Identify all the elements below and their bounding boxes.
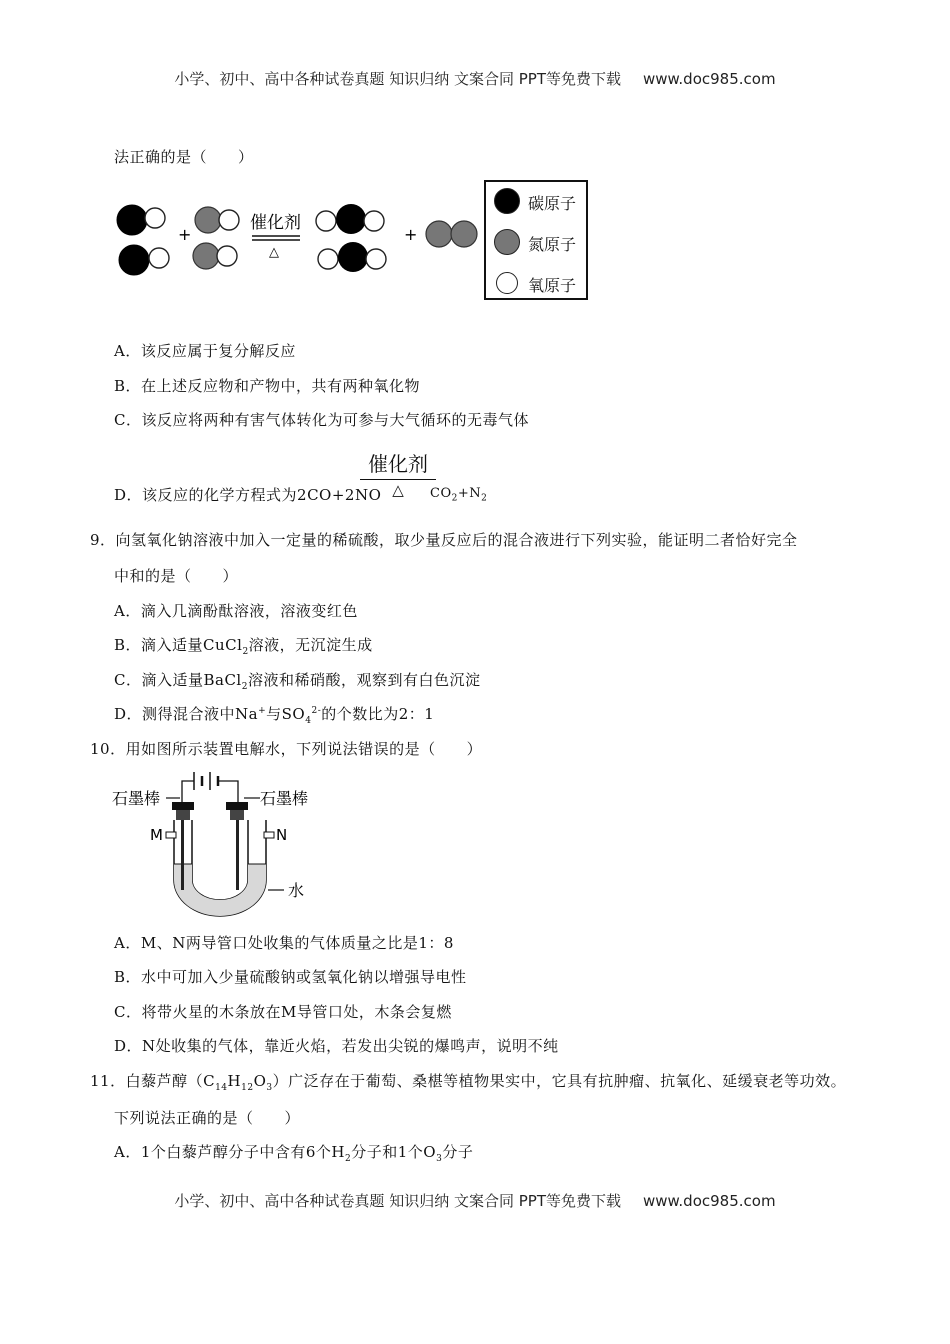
q11-stem-line1: 11．白藜芦醇$(C_{14}H_{12}O_3)$广泛存在于葡萄、桑椹等植物果实中，它具有抗肿瘤、抗氧化、延缓衰老等功效。: [90, 1072, 847, 1093]
oxygen-atom-icon: [496, 272, 518, 294]
q8-option-d-text: D．该反应的化学方程式为2CO+2NO: [114, 486, 382, 504]
q8-option-b[interactable]: B．在上述反应物和产物中，共有两种氧化物: [114, 377, 421, 395]
q9-stem-line2: 中和的是（ ）: [114, 567, 239, 585]
q8-option-d[interactable]: [114, 484, 381, 505]
legend-carbon-label: 碳原子: [528, 194, 577, 213]
no-molecule: [195, 207, 239, 233]
q8-option-a[interactable]: A．该反应属于复分解反应: [114, 342, 296, 360]
nitrogen-atom-icon: [494, 229, 520, 255]
left-electrode-label: 石墨棒: [112, 789, 161, 808]
co2-molecule: [316, 204, 384, 234]
q11-stem-line2: 下列说法正确的是（ ）: [114, 1109, 301, 1127]
catalyst-label: 催化剂: [250, 213, 301, 233]
q9-option-c[interactable]: C．滴入适量BaCl$_2$溶液和稀硝酸，观察到有白色沉淀: [114, 671, 481, 692]
q9-option-a[interactable]: A．滴入几滴酚酞溶液，溶液变红色: [114, 602, 358, 620]
outlet-m-label: M: [150, 826, 163, 844]
legend-nitrogen: [492, 227, 588, 257]
atom-legend: [484, 180, 588, 300]
equation-catalyst: 催化剂: [368, 452, 428, 476]
plus-sign-1: +: [178, 225, 192, 244]
q9-option-d[interactable]: D．测得混合液中Na+与$SO_4^{2-}$的个数比为2：1: [114, 705, 435, 726]
co2-molecule: [318, 242, 386, 272]
q10-option-c[interactable]: C．将带火星的木条放在M导管口处，木条会复燃: [114, 1003, 452, 1021]
no-molecule: [193, 243, 237, 269]
q9-stem-line1: 9．向氢氧化钠溶液中加入一定量的稀硫酸，取少量反应后的混合液进行下列实验，能证明二者恰好完全: [90, 531, 798, 549]
water-label: 水: [288, 881, 305, 900]
q8-option-c[interactable]: C．该反应将两种有害气体转化为可参与大气循环的无毒气体: [114, 411, 529, 429]
q10-stem: 10．用如图所示装置电解水，下列说法错误的是（ ）: [90, 740, 483, 758]
reaction-diagram: [108, 196, 488, 280]
heat-symbol: △: [269, 245, 279, 260]
q10-option-b[interactable]: B．水中可加入少量硫酸钠或氢氧化钠以增强导电性: [114, 968, 467, 986]
n2-molecule: [426, 221, 477, 247]
q11-option-a[interactable]: A．1个白藜芦醇分子中含有6个$H_2$分子和1个$O_3$分子: [114, 1143, 474, 1164]
q10-option-a[interactable]: A．M、N两导管口处收集的气体质量之比是1：8: [114, 934, 454, 952]
q9-option-b[interactable]: B．滴入适量CuCl$_2$溶液，无沉淀生成: [114, 636, 373, 657]
legend-oxygen: [492, 268, 588, 298]
carbon-atom-icon: [494, 188, 520, 214]
header-site[interactable]: www.doc985.com: [642, 70, 776, 88]
q10-option-d[interactable]: D．N处收集的气体，靠近火焰，若发出尖锐的爆鸣声，说明不纯: [114, 1037, 559, 1055]
equation-heat: △: [392, 481, 404, 499]
header-text: 小学、初中、高中各种试卷真题 知识归纳 文案合同 PPT等免费下载: [174, 70, 621, 88]
page-footer: [0, 1190, 950, 1211]
q8-option-d-products: $CO_2+N_2$: [430, 486, 488, 504]
co-molecule: [119, 245, 169, 275]
co-molecule: [117, 205, 165, 235]
outlet-n-label: N: [276, 826, 288, 844]
plus-sign-2: +: [404, 225, 418, 244]
legend-oxygen-label: 氧原子: [528, 276, 577, 295]
page-header: [0, 68, 950, 89]
footer-site[interactable]: www.doc985.com: [642, 1192, 776, 1210]
footer-text: 小学、初中、高中各种试卷真题 知识归纳 文案合同 PPT等免费下载: [174, 1192, 621, 1210]
right-electrode-label: 石墨棒: [260, 789, 309, 808]
legend-nitrogen-label: 氮原子: [528, 235, 577, 254]
q8-stem-tail: 法正确的是（ ）: [114, 148, 254, 166]
electrolysis-diagram: [110, 768, 330, 920]
legend-carbon: [492, 186, 588, 216]
